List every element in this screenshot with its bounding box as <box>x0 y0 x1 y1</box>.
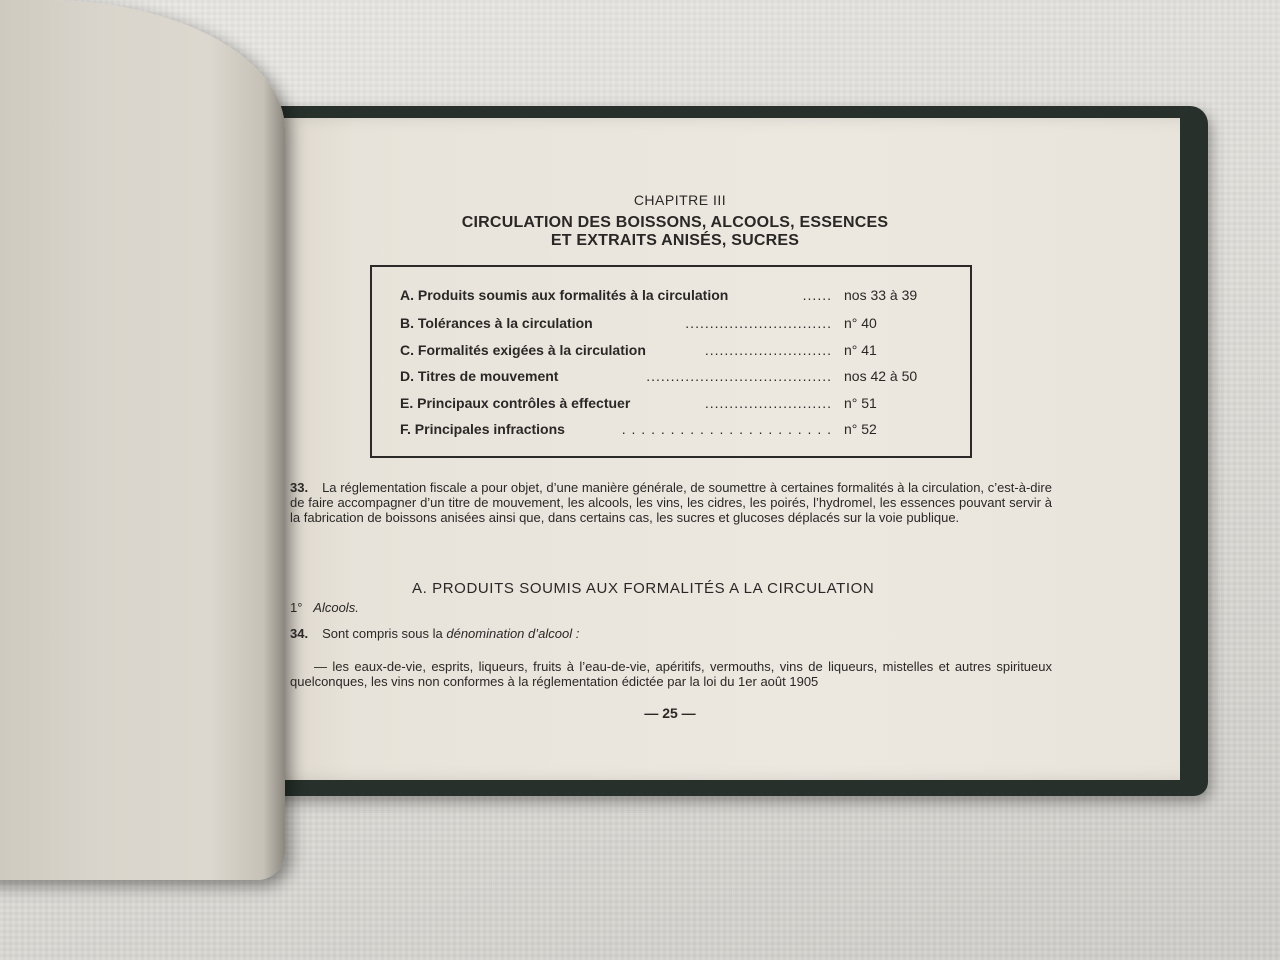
toc-item <box>400 421 960 445</box>
toc-leader: .......................... <box>704 342 832 358</box>
toc-leader: .......................... <box>704 395 832 411</box>
paragraph-34-continued: — les eaux-de-vie, esprits, liqueurs, fruits à l’eau-de-vie, apéritifs, vermouths, vins de liqueurs, mistelles et autres spiritueux quelconques, les vins non conformes à la réglementation édictée par la loi du 1er août 1905 <box>290 659 1052 689</box>
toc-item-ref: nos 33 à 39 <box>844 287 918 303</box>
toc-item-label: E. Principaux contrôles à effectuer <box>400 395 631 411</box>
section-heading: A. PRODUITS SOUMIS AUX FORMALITÉS A LA CIRCULATION <box>412 580 875 597</box>
paragraph-33 <box>290 480 1052 525</box>
toc-item <box>400 368 960 392</box>
toc-item <box>400 315 960 339</box>
chapter-title-line1: CIRCULATION DES BOISSONS, ALCOOLS, ESSENCES <box>461 214 889 231</box>
toc-leader: ...... <box>802 287 832 303</box>
toc-item-ref: n° 40 <box>844 315 877 331</box>
toc-leader: . . . . . . . . . . . . . . . . . . . . . . <box>621 421 832 437</box>
paragraph-number: 34. <box>290 626 309 641</box>
toc-item-label: F. Principales infractions <box>400 421 565 437</box>
toc-item-label: B. Tolérances à la circulation <box>400 315 593 331</box>
paragraph-34 <box>290 626 1052 641</box>
toc-item-ref: n° 41 <box>844 342 877 358</box>
left-page <box>0 0 285 880</box>
subsection-label: Alcools. <box>313 600 359 615</box>
paragraph-number: 33. <box>290 480 309 495</box>
subsection-title <box>290 600 1052 615</box>
chapter-label: CHAPITRE III <box>633 192 727 208</box>
toc-item-label: A. Produits soumis aux formalités à la circulation <box>400 287 729 303</box>
table-of-contents <box>370 265 972 458</box>
subsection-number: 1° <box>290 600 303 615</box>
toc-item-label: D. Titres de mouvement <box>400 368 559 384</box>
toc-item <box>400 342 960 366</box>
toc-item-ref: n° 51 <box>844 395 877 411</box>
toc-item-ref: n° 52 <box>844 421 877 437</box>
page-number: — 25 — <box>644 705 696 721</box>
toc-item <box>400 395 960 419</box>
paragraph-text: Sont compris sous la <box>322 626 447 641</box>
toc-item <box>400 287 960 311</box>
chapter-title-line2: ET EXTRAITS ANISÉS, SUCRES <box>550 232 800 249</box>
toc-item-label: C. Formalités exigées à la circulation <box>400 342 646 358</box>
chapter-title <box>440 214 910 250</box>
paragraph-text: La réglementation fiscale a pour objet, d’une manière générale, de soumettre à certaines formalités à la circulation, c’est-à-dire de faire accompagner d’un titre de mouvement, les alcools, les vins, les cidres, les poirés, l’hydromel, les essences pouvant servir à la fabrication de boissons anisées ainsi que, dans certains cas, les sucres et glucoses déplacés sur la voie publique. <box>290 480 1052 525</box>
paragraph-italic: dénomination d’alcool : <box>446 626 580 641</box>
toc-item-ref: nos 42 à 50 <box>844 368 918 384</box>
toc-leader: ...................................... <box>646 368 832 384</box>
toc-leader: .............................. <box>685 315 832 331</box>
